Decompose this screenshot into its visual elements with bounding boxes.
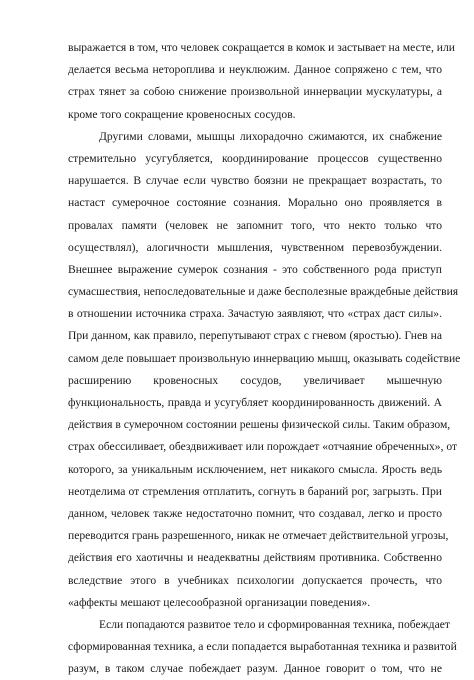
text-line: провалах памяти (человек не запомнит того, что некто только что [68,218,442,232]
text-line: выражается в том, что человек сокращается в комок и застывает на месте, или [68,41,455,54]
text-line: Если попадаются развитое тело и сформированная техника, побеждает [99,617,450,631]
text-line: разум, в таком случае побеждает разум. Данное говорит о том, что не [68,662,442,676]
text-line: страх обессиливает, обездвиживает или порождает «отчаяние обреченных», от [68,440,458,454]
text-line: сумасшествия, непоследовательные и даже бесполезные враждебные действия [68,285,459,299]
text-line: нарушается. В случае если чувство боязни не прекращает возрастать, то [68,174,442,188]
text-line: действия в сумерочном состоянии решены физической силы. Таким образом, [68,418,451,432]
text-line: в отношении источника страха. Зачастую заявляют, что «страх даст силы». [68,307,442,321]
document-page [68,37,461,680]
text-line: самом деле повышает произвольную иннервацию мышц, оказывать содействие [68,351,461,365]
text-line: Другими словами, мышцы лихорадочно сжимаются, их снабжение [99,129,442,143]
text-line: кроме того сокращение кровеносных сосудов. [68,107,296,121]
text-line: вследствие этого в учебниках психологии допускается прочесть, что [68,573,442,587]
text-line: осуществлял), алогичности мышления, чувственном перевозбуждении. [68,240,442,254]
text-line: сформированная техника, а если попадается выработанная техника и развитой [68,640,457,654]
text-line: данном, человек также недостаточно помнит, что создавал, легко и просто [68,506,442,520]
text-line: «аффекты мешают целесообразной организации поведения». [68,595,371,609]
text-line: переводится грань разрешенного, никак не отмечает действительной угрозы, [68,529,449,543]
text-line: расширению кровеносных сосудов, увеличивает мышечную [68,373,442,387]
text-line: стремительно усугубляется, координирование процессов существенно [68,151,442,165]
text-line: настаст сумерочное состояние сознания. Морально оно проявляется в [68,196,442,210]
text-line: делается весьма нетороплива и неуклюжим. Данное сопряжено с тем, что [68,63,442,77]
text-line: Внешнее выражение сумерок сознания - это собственного рода приступ [68,262,442,276]
text-line: страх тянет за собою снижение произвольной иннервации мускулатуры, а [68,85,442,99]
text-line: неотделима от стремления отплатить, согнуть в бараний рог, загрызть. При [68,484,442,498]
text-line: При данном, как правило, перепутывают страх с гневом (яростью). Гнев на [68,329,442,343]
text-line: которого, за уникальным исключением, нет никакого смысла. Ярость ведь [68,462,442,476]
text-line: действия его хаотичны и неадекватны действиям противника. Собственно [68,551,442,565]
text-line: функциональность, правда и усугубляет координированность движений. А [68,396,442,409]
